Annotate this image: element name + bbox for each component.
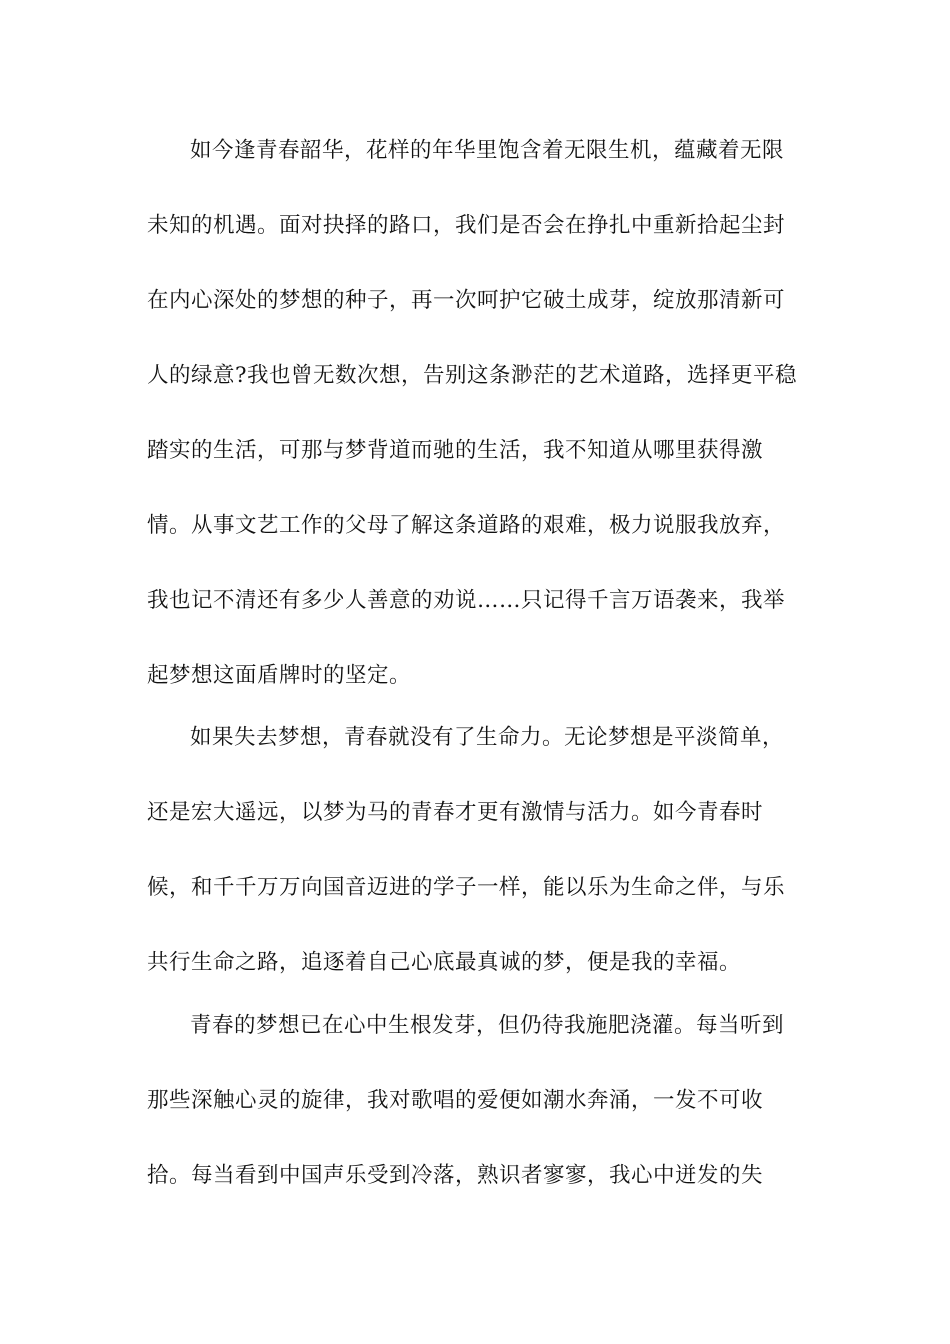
paragraph-2-line-4: 共行生命之路，追逐着自己心底最真诚的梦，便是我的幸福。 xyxy=(147,950,742,975)
paragraph-3-line-1: 青春的梦想已在心中生根发芽，但仍待我施肥浇灌。每当听到 xyxy=(190,1013,785,1038)
paragraph-1-line-5: 踏实的生活，可那与梦背道而驰的生活，我不知道从哪里获得激 xyxy=(147,438,764,463)
paragraph-2-line-2: 还是宏大遥远，以梦为马的青春才更有激情与活力。如今青春时 xyxy=(147,800,764,825)
paragraph-3-line-2: 那些深触心灵的旋律，我对歌唱的爱便如潮水奔涌，一发不可收 xyxy=(147,1088,764,1113)
paragraph-1-line-4: 人的绿意?我也曾无数次想，告别这条渺茫的艺术道路，选择更平稳 xyxy=(147,363,798,388)
paragraph-1-line-6: 情。从事文艺工作的父母了解这条道路的艰难，极力说服我放弃， xyxy=(147,513,786,538)
paragraph-1-line-1: 如今逢青春韶华，花样的年华里饱含着无限生机，蕴藏着无限 xyxy=(190,138,785,163)
paragraph-2-line-1: 如果失去梦想，青春就没有了生命力。无论梦想是平淡简单， xyxy=(190,725,785,750)
paragraph-1-line-7: 我也记不清还有多少人善意的劝说……只记得千言万语袭来，我举 xyxy=(147,588,786,613)
paragraph-3-line-3: 拾。每当看到中国声乐受到冷落，熟识者寥寥，我心中迸发的失 xyxy=(147,1163,764,1188)
paragraph-1-line-8: 起梦想这面盾牌时的坚定。 xyxy=(147,663,412,688)
paragraph-1-line-2: 未知的机遇。面对抉择的路口，我们是否会在挣扎中重新拾起尘封 xyxy=(147,213,786,238)
paragraph-1-line-3: 在内心深处的梦想的种子，再一次呵护它破土成芽，绽放那清新可 xyxy=(147,288,786,313)
paragraph-2-line-3: 候，和千千万万向国音迈进的学子一样，能以乐为生命之伴，与乐 xyxy=(147,875,786,900)
